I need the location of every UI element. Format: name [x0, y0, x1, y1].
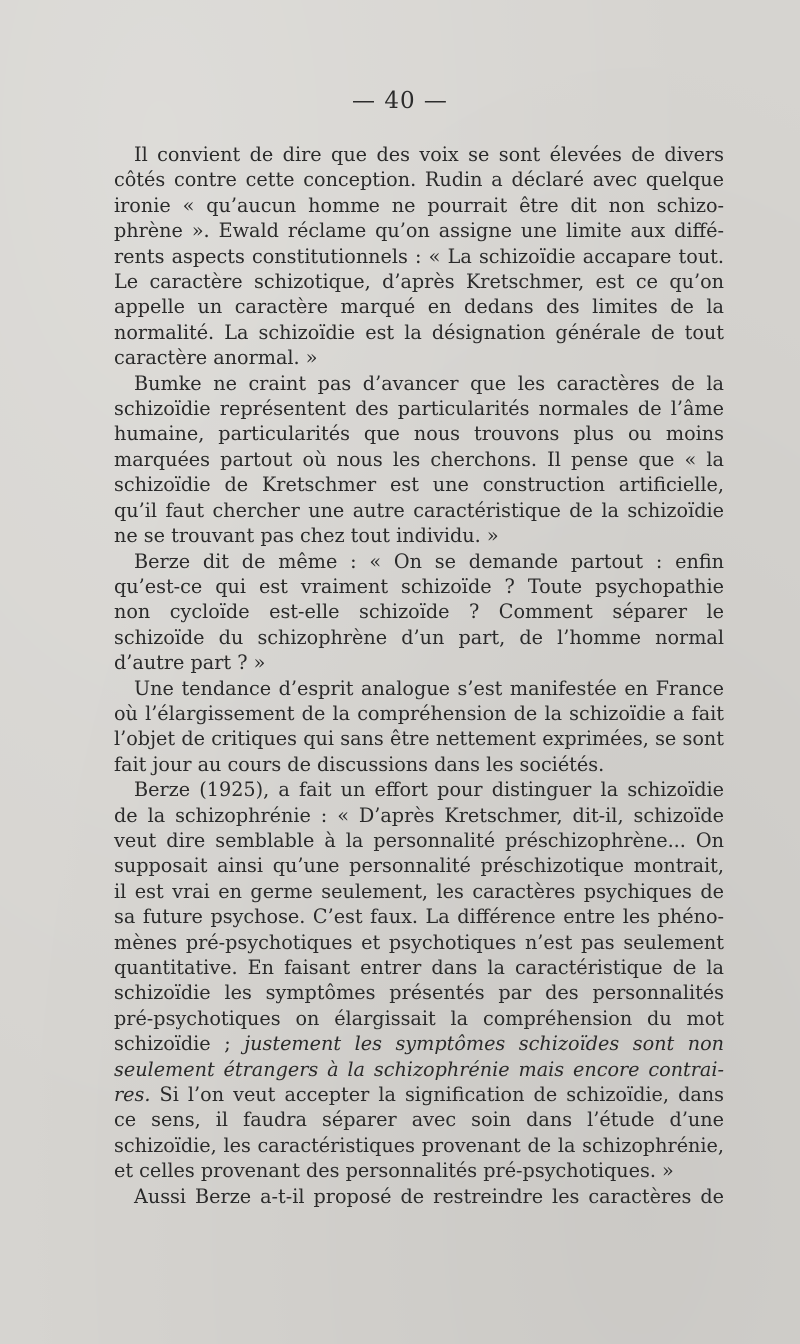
- text-line: [114, 853, 724, 878]
- text-line: [114, 1133, 724, 1158]
- text-line-roman: sa future psychose. C’est faux. La différence entre les phéno-: [114, 905, 724, 929]
- text-line-roman: l’objet de critiques qui sans être nettement exprimées, se sont: [114, 727, 724, 751]
- text-line-roman: schizoïdie ;: [114, 1032, 245, 1056]
- text-line-roman: non cycloïde est-elle schizoïde ? Comment séparer le: [114, 600, 724, 624]
- text-line: [114, 193, 724, 218]
- text-line-italic: res.: [114, 1083, 151, 1107]
- text-line-roman: Le caractère schizotique, d’après Kretschmer, est ce qu’on: [114, 270, 724, 294]
- text-line-roman: fait jour au cours de discussions dans les sociétés.: [114, 752, 605, 776]
- text-line-roman: où l’élargissement de la compréhension de la schizoïdie a fait: [114, 701, 724, 725]
- text-line: [114, 1184, 724, 1209]
- text-line-roman: et celles provenant des personnalités pré-psychotiques. »: [114, 1159, 674, 1183]
- text-line: [114, 1057, 724, 1082]
- text-line: [114, 1082, 724, 1107]
- text-line-italic: justement les symptômes schizoïdes sont non: [244, 1032, 724, 1056]
- text-line-roman: Bumke ne craint pas d’avancer que les caractères de la: [134, 371, 724, 395]
- text-line: [114, 828, 724, 853]
- text-line-roman: qu’il faut chercher une autre caractéristique de la schizoïdie: [114, 498, 724, 522]
- text-line-roman: quantitative. En faisant entrer dans la caractéristique de la: [114, 956, 724, 979]
- text-line-roman: pré-psychotiques on élargissait la compréhension du mot: [114, 1006, 724, 1030]
- text-line: [114, 294, 724, 319]
- text-line-roman: de la schizophrénie : « D’après Kretschmer, dit-il, schizoïde: [114, 803, 724, 827]
- text-line-roman: Berze dit de même : « On se demande partout : enfin: [134, 549, 724, 573]
- text-line-roman: il est vrai en germe seulement, les caractères psychiques de: [114, 879, 724, 903]
- text-line: [114, 650, 724, 675]
- text-line: [114, 574, 724, 599]
- text-line: [114, 955, 724, 980]
- text-line-roman: rents aspects constitutionnels : « La schizoïdie accapare tout.: [114, 244, 724, 268]
- text-line: [114, 930, 724, 955]
- text-line: [114, 523, 724, 548]
- text-line: [114, 980, 724, 1005]
- text-line: [114, 879, 724, 904]
- text-line-roman: schizoïdie, les caractéristiques provenant de la schizophrénie,: [114, 1133, 724, 1157]
- text-line: [114, 472, 724, 497]
- text-line: [114, 752, 724, 777]
- text-line: [114, 345, 724, 370]
- text-line-roman: mènes pré-psychotiques et psychotiques n’est pas seulement: [114, 930, 724, 954]
- text-line-roman: caractère anormal. »: [114, 346, 318, 370]
- text-line: [114, 1031, 724, 1056]
- text-line: [114, 777, 724, 802]
- text-line: [114, 269, 724, 294]
- body-text: [114, 142, 724, 1209]
- text-line-roman: schizoïdie de Kretschmer est une construction artificielle,: [114, 473, 724, 497]
- text-line: [114, 218, 724, 243]
- text-line-roman: ironie « qu’aucun homme ne pourrait être dit non schizo-: [114, 193, 724, 217]
- text-line-roman: Une tendance d’esprit analogue s’est manifestée en France: [134, 676, 724, 700]
- text-line-roman: d’autre part ? »: [114, 651, 266, 675]
- text-line-roman: marquées partout où nous les cherchons. Il pense que « la: [114, 447, 724, 471]
- text-line-roman: normalité. La schizoïdie est la désignation générale de tout: [114, 320, 724, 344]
- text-line: [114, 676, 724, 701]
- text-line-roman-tail: Si l’on veut accepter la signification de schizoïdie, dans: [150, 1083, 724, 1107]
- text-line-roman: Il convient de dire que des voix se sont élevées de divers: [134, 143, 724, 166]
- text-line-roman: ne se trouvant pas chez tout individu. »: [114, 524, 499, 548]
- text-line: [114, 244, 724, 269]
- text-line: [114, 320, 724, 345]
- text-line-roman: humaine, particularités que nous trouvons plus ou moins: [114, 422, 724, 446]
- text-line: [114, 1006, 724, 1031]
- text-line: [114, 447, 724, 472]
- text-line: [114, 904, 724, 929]
- text-line: [114, 1158, 724, 1183]
- text-line: [114, 371, 724, 396]
- text-line-roman: phrène ». Ewald réclame qu’on assigne une limite aux diffé-: [114, 219, 724, 243]
- text-line: [114, 549, 724, 574]
- text-line: [114, 726, 724, 751]
- text-line: [114, 625, 724, 650]
- page-number: — 40 —: [352, 88, 448, 114]
- text-line-roman: côtés contre cette conception. Rudin a déclaré avec quelque: [114, 168, 724, 192]
- text-line-roman: Aussi Berze a-t-il proposé de restreindre les caractères de: [134, 1184, 724, 1208]
- text-line-italic: seulement étrangers à la schizophrénie mais encore contrai-: [114, 1057, 724, 1081]
- text-line: [114, 803, 724, 828]
- text-line: [114, 396, 724, 421]
- text-line: [114, 599, 724, 624]
- text-line-roman: supposait ainsi qu’une personnalité préschizotique montrait,: [114, 854, 724, 878]
- text-line: [114, 167, 724, 192]
- text-line: [114, 421, 724, 446]
- text-line: [114, 142, 724, 167]
- text-line-roman: schizoïdie représentent des particularités normales de l’âme: [114, 397, 724, 421]
- text-line-roman: Berze (1925), a fait un effort pour distinguer la schizoïdie: [134, 778, 724, 802]
- text-line-roman: ce sens, il faudra séparer avec soin dans l’étude d’une: [114, 1108, 724, 1132]
- text-line-roman: appelle un caractère marqué en dedans des limites de la: [114, 295, 724, 319]
- text-line-roman: qu’est-ce qui est vraiment schizoïde ? Toute psychopathie: [114, 574, 724, 598]
- text-line: [114, 1107, 724, 1132]
- text-line-roman: schizoïde du schizophrène d’un part, de l’homme normal: [114, 625, 724, 649]
- text-line: [114, 498, 724, 523]
- text-line: [114, 701, 724, 726]
- text-line-roman: veut dire semblable à la personnalité préschizophrène... On: [114, 828, 724, 852]
- text-line-roman: schizoïdie les symptômes présentés par des personnalités: [114, 981, 724, 1005]
